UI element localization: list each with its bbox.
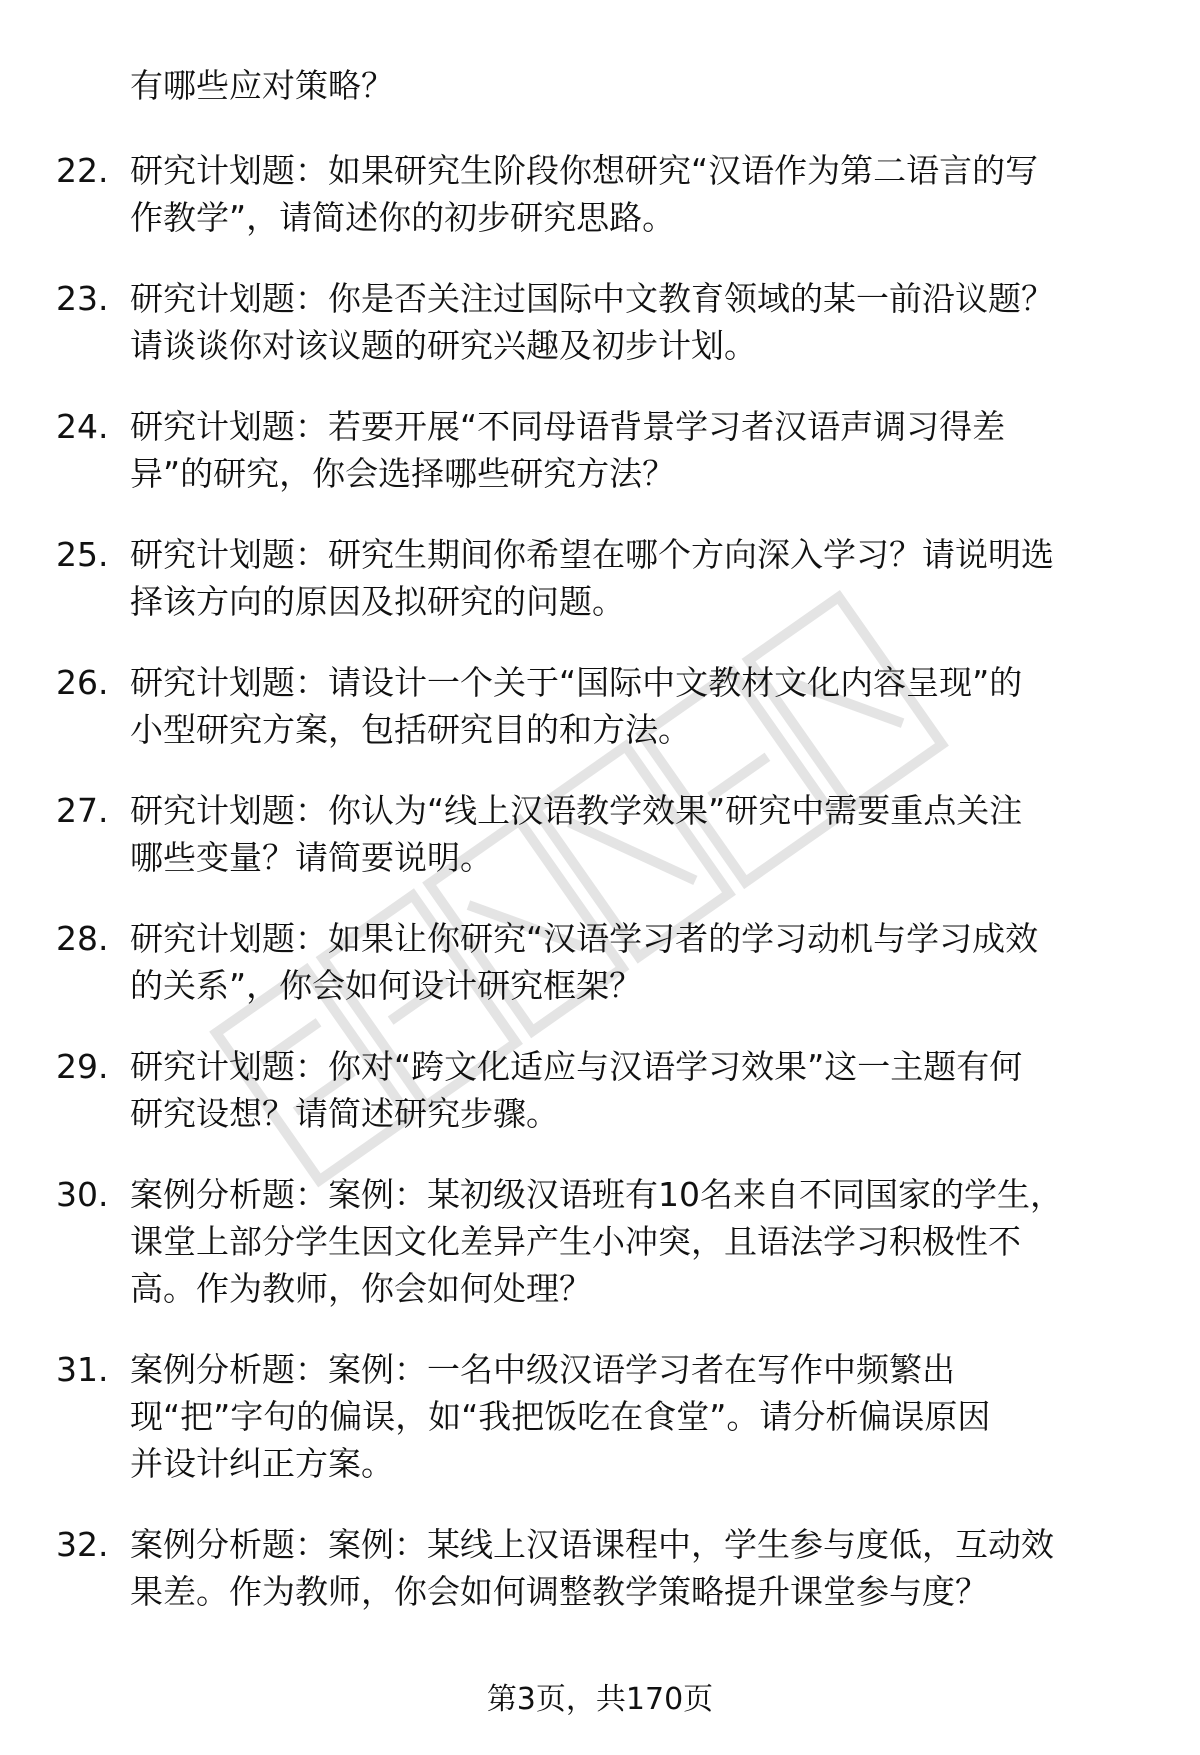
- question-text-line: 小型研究方案，包括研究目的和方法。: [130, 710, 691, 749]
- question-number: 26.: [56, 663, 109, 702]
- question-number: 32.: [56, 1525, 109, 1564]
- page-footer: 第3页，共170页: [486, 1682, 714, 1717]
- question-text-line: 研究计划题：你对“跨文化适应与汉语学习效果”这一主题有何: [130, 1047, 1023, 1086]
- question-number: 31.: [56, 1350, 109, 1389]
- question-text: [130, 1346, 1150, 1487]
- question-text-line: 案例分析题：案例：一名中级汉语学习者在写作中频繁出: [130, 1350, 955, 1389]
- question-item: [0, 787, 1200, 881]
- question-text-line: 案例分析题：案例：某线上汉语课程中，学生参与度低，互动效: [130, 1525, 1054, 1564]
- question-text-line: 择该方向的原因及拟研究的问题。: [130, 582, 625, 621]
- question-number: 30.: [56, 1175, 109, 1214]
- question-text: [130, 1521, 1150, 1615]
- question-list: [0, 147, 1200, 1649]
- question-item: [0, 275, 1200, 369]
- question-number: 29.: [56, 1047, 109, 1086]
- question-text: [130, 1043, 1150, 1137]
- question-text-line: 研究计划题：你是否关注过国际中文教育领域的某一前沿议题？: [130, 279, 1054, 318]
- question-item: [0, 531, 1200, 625]
- question-item: [0, 659, 1200, 753]
- question-text: [130, 275, 1150, 369]
- question-text-line: 研究计划题：请设计一个关于“国际中文教材文化内容呈现”的: [130, 663, 1023, 702]
- question-text-line: 异”的研究，你会选择哪些研究方法？: [130, 454, 676, 493]
- question-number: 25.: [56, 535, 109, 574]
- question-text: [130, 1171, 1150, 1312]
- question-item: [0, 1171, 1200, 1312]
- question-text-line: 现“把”字句的偏误，如“我把饭吃在食堂”。请分析偏误原因: [130, 1397, 991, 1436]
- question-text-line: 研究设想？请简述研究步骤。: [130, 1094, 559, 1133]
- question-item: [0, 1043, 1200, 1137]
- question-text-line: 高。作为教师，你会如何处理？: [130, 1269, 592, 1308]
- question-number: 27.: [56, 791, 109, 830]
- question-text-line: 研究计划题：如果让你研究“汉语学习者的学习动机与学习成效: [130, 919, 1039, 958]
- question-text-line: 的关系”，你会如何设计研究框架？: [130, 966, 643, 1005]
- question-text-line: 研究计划题：若要开展“不同母语背景学习者汉语声调习得差: [130, 407, 1006, 446]
- question-text: [130, 915, 1150, 1009]
- question-text-line: 研究计划题：你认为“线上汉语教学效果”研究中需要重点关注: [130, 791, 1023, 830]
- question-item: [0, 1346, 1200, 1487]
- question-text: [130, 531, 1150, 625]
- question-item: [0, 1521, 1200, 1615]
- question-text-line: 并设计纠正方案。: [130, 1444, 394, 1483]
- question-text-line: 哪些变量？请简要说明。: [130, 838, 493, 877]
- question-number: 23.: [56, 279, 109, 318]
- question-text: [130, 787, 1150, 881]
- question-number: 28.: [56, 919, 109, 958]
- question-item: [0, 403, 1200, 497]
- question-number: 22.: [56, 151, 109, 190]
- question-text: [130, 659, 1150, 753]
- question-text-line: 课堂上部分学生因文化差异产生小冲突，且语法学习积极性不: [130, 1222, 1021, 1261]
- question-text-line: 请谈谈你对该议题的研究兴趣及初步计划。: [130, 326, 757, 365]
- question-text: [130, 403, 1150, 497]
- question-text-line: 研究计划题：如果研究生阶段你想研究“汉语作为第二语言的写: [130, 151, 1039, 190]
- question-text-line: 案例分析题：案例：某初级汉语班有10名来自不同国家的学生，: [130, 1175, 1063, 1214]
- question-text-line: 作教学”，请简述你的初步研究思路。: [130, 198, 676, 237]
- question-text-line: 研究计划题：研究生期间你希望在哪个方向深入学习？请说明选: [130, 535, 1054, 574]
- question-number: 24.: [56, 407, 109, 446]
- question-text-line: 果差。作为教师，你会如何调整教学策略提升课堂参与度？: [130, 1572, 988, 1611]
- question-item: [0, 915, 1200, 1009]
- question-item: [0, 147, 1200, 241]
- continuation-text: 有哪些应对策略？: [130, 66, 394, 105]
- question-text: [130, 147, 1150, 241]
